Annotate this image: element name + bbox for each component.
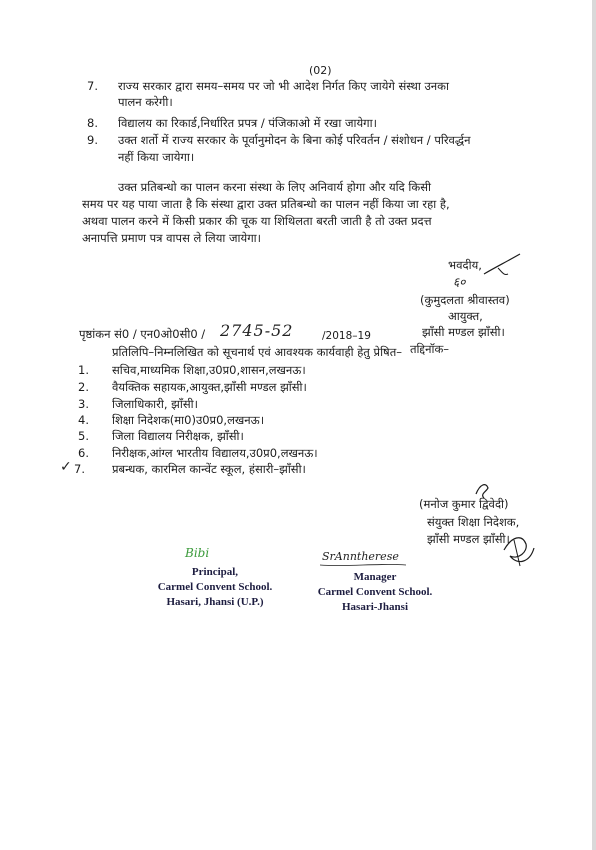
signatory1-office: झाँसी मण्डल झाँसी। [422,325,505,339]
signature-initials: ६० [453,275,466,289]
manager-signature-underline [318,562,408,568]
copy-intro: प्रतिलिपि–निम्नलिखित को सूचनार्थ एवं आवश्यक कार्यवाही हेतु प्रेषित– [112,345,402,359]
recipient-1: सचिव,माध्यमिक शिक्षा,उ0प्र0,शासन,लखनऊ। [112,363,306,377]
signatory2-name: (मनोज कुमार द्विवेदी) [419,497,509,511]
recipient-3: जिलाधिकारी, झाँसी। [112,397,198,411]
recipient-3-number: 3. [78,397,89,411]
manager-stamp-place: Hasari-Jhansi [341,601,408,613]
date-label: तद्दिनॉक– [410,342,450,356]
manager-stamp-school: Carmel Convent School. [317,586,433,598]
principal-stamp-place: Hasari, Jhansi (U.P.) [166,596,264,608]
recipient-7-number: 7. [74,462,85,476]
page-number: (02) [309,64,332,77]
condition-9-number: 9. [87,133,98,147]
closing-paragraph-line1: उक्त प्रतिबन्धो का पालन करना संस्था के लिए अनिवार्य होगा और यदि किसी [118,180,431,194]
closing-paragraph-line3: अथवा पालन करने में किसी प्रकार की चूक या शिथिलता बरती जाती है तो उक्त प्रदत्त [82,214,432,228]
principal-stamp-title: Principal, [191,566,239,578]
manager-signature: SrAnntherese [322,550,399,563]
signatory1-name: (कुमुदलता श्रीवास्तव) [420,293,510,307]
check-mark-icon: ✓ [60,459,72,475]
condition-8-number: 8. [87,116,98,130]
recipient-4: शिक्षा निदेशक(मा0)उ0प्र0,लखनऊ। [112,413,265,427]
endorsement-prefix: पृष्ठांकन सं0 / एन0ओ0सी0 / [79,327,206,341]
recipient-2: वैयक्तिक सहायक,आयुक्त,झाँसी मण्डल झाँसी। [112,380,307,394]
condition-9-line1: उक्त शर्तो में राज्य सरकार के पूर्वानुमोदन के बिना कोई परिवर्तन / संशोधन / परिवर्द्धन [118,133,471,147]
signatory1-designation: आयुक्त, [448,309,483,323]
recipient-5: जिला विद्यालय निरीक्षक, झाँसी। [112,429,244,443]
condition-7-number: 7. [87,79,98,93]
recipient-2-number: 2. [78,380,89,394]
condition-8-line1: विद्यालय का रिकार्ड,निर्धारित प्रपत्र / पंजिकाओ में रखा जायेगा। [118,116,377,130]
closing-paragraph-line2: समय पर यह पाया जाता है कि संस्था द्वारा उक्त प्रतिबन्धो का पालन नहीं किया जा रहा है, [82,197,450,211]
recipient-7: प्रबन्धक, कारमिल कान्वेंट स्कूल, हंसारी–झाँसी। [112,462,306,476]
recipient-6: निरीक्षक,आंग्ल भारतीय विद्यालय,उ0प्र0,लखनऊ। [112,446,318,460]
recipient-6-number: 6. [78,446,89,460]
endorsement-number-handwritten: 2745-52 [220,321,294,340]
commissioner-signature [458,252,526,292]
endorsement-year: /2018–19 [322,330,371,342]
condition-7-line2: पालन करेगी। [118,95,173,109]
joint-director-signature [500,530,538,570]
signatory2-office: झाँसी मण्डल झाँसी। [427,532,510,546]
recipient-4-number: 4. [78,413,89,427]
recipient-5-number: 5. [78,429,89,443]
principal-stamp-school: Carmel Convent School. [157,581,273,593]
manager-stamp-title: Manager [353,571,397,583]
principal-signature: Bibi [185,546,210,560]
recipient-1-number: 1. [78,363,89,377]
closing-paragraph-line4: अनापत्ति प्रमाण पत्र वापस ले लिया जायेगा। [82,231,262,245]
condition-9-line2: नहीं किया जायेगा। [118,150,195,164]
signatory2-designation: संयुक्त शिक्षा निदेशक, [427,515,520,529]
condition-7-line1: राज्य सरकार द्वारा समय–समय पर जो भी आदेश निर्गत किए जायेगे संस्था उनका [118,79,449,93]
salutation: भवदीय, [448,258,482,272]
